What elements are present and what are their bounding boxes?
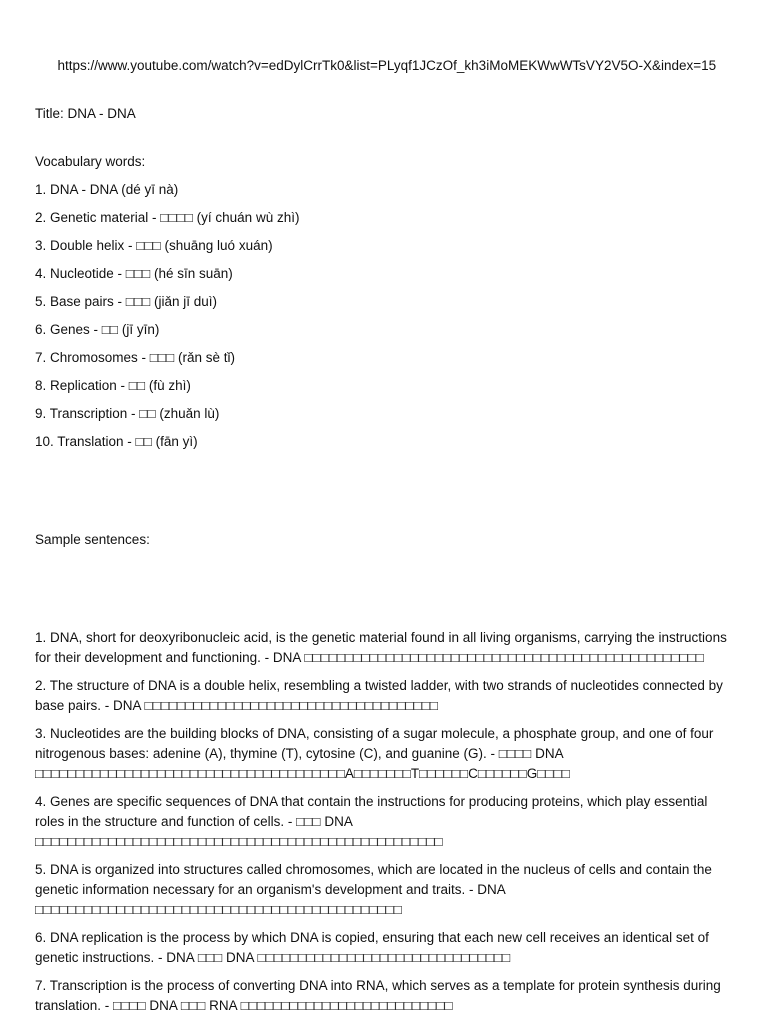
spacer	[35, 132, 735, 152]
sentence-item: 1. DNA, short for deoxyribonucleic acid, is the genetic material found in all living organisms, carrying the instructions for their development and functioning. - DNA □□□□□□□□□□□□□□□□□□□□□□□□□□□□□□□□□□□□□□□□□□□□□□□□□	[35, 630, 731, 665]
sentence-list	[35, 628, 735, 1016]
sentence-item: 5. DNA is organized into structures called chromosomes, which are located in the nucleus of cells and contain the genetic information necessary for an organism's development and traits. - DNA □□□□□□□□□□□□□□□□□□□□□□□□□□□□□□□□□□□□□□□□□□□□□	[35, 862, 716, 917]
document-title: Title: DNA - DNA	[35, 106, 136, 121]
spacer	[35, 460, 735, 530]
document-body	[35, 36, 735, 1024]
sentence-item: 6. DNA replication is the process by which DNA is copied, ensuring that each new cell receives an identical set of genetic instructions. - DNA □□□ DNA □□□□□□□□□□□□□□□□□□□□□□□□□□□□□□□	[35, 930, 713, 965]
sentences-heading: Sample sentences:	[35, 532, 150, 547]
vocab-item: 10. Translation - □□ (fān yì)	[35, 434, 198, 449]
sentence-item: 4. Genes are specific sequences of DNA that contain the instructions for producing proteins, which play essential roles in the structure and function of cells. - □□□ DNA □□□□□□□□□□□□□□□□□□□□□□□□□□□□□□□□□□□□□□□□□□□□□□□□□□	[35, 794, 712, 849]
vocab-heading: Vocabulary words:	[35, 154, 146, 169]
sentence-item: 2. The structure of DNA is a double helix, resembling a twisted ladder, with two strands of nucleotides connected by base pairs. - DNA □□□□□□□□□□□□□□□□□□□□□□□□□□□□□□□□□□□□	[35, 678, 727, 713]
vocab-item: 4. Nucleotide - □□□ (hé sīn suān)	[35, 266, 233, 281]
vocab-item: 8. Replication - □□ (fù zhì)	[35, 378, 191, 393]
vocab-list	[35, 180, 735, 452]
sentence-item: 7. Transcription is the process of converting DNA into RNA, which serves as a template for protein synthesis during translation. - □□□□ DNA □□□ RNA □□□□□□□□□□□□□□□□□□□□□□□□□□	[35, 978, 725, 1013]
vocab-item: 2. Genetic material - □□□□ (yí chuán wù zhì)	[35, 210, 300, 225]
vocab-item: 5. Base pairs - □□□ (jiǎn jī duì)	[35, 294, 218, 309]
video-url-link[interactable]: https://www.youtube.com/watch?v=edDylCrrTk0&list=PLyqf1JCzOf_kh3iMoMEKWwWTsVY2V5O-X&index=15	[57, 58, 717, 73]
vocab-item: 7. Chromosomes - □□□ (rǎn sè tǐ)	[35, 350, 236, 365]
vocab-item: 9. Transcription - □□ (zhuǎn lù)	[35, 406, 220, 421]
spacer	[35, 558, 735, 628]
vocab-item: 6. Genes - □□ (jī yīn)	[35, 322, 160, 337]
video-url[interactable]	[35, 36, 735, 96]
vocab-item: 3. Double helix - □□□ (shuāng luó xuán)	[35, 238, 273, 253]
vocab-item: 1. DNA - DNA (dé yī nà)	[35, 182, 179, 197]
sentence-item: 3. Nucleotides are the building blocks of DNA, consisting of a sugar molecule, a phosphate group, and one of four nitrogenous bases: adenine (A), thymine (T), cytosine (C), and guanine (G). - □□□□ DNA □□□□□□□□□□□□□□□□□□□□□□□□□□□□□□□□□□□□□□A□□□□□□□T□□□□□□C□□□□□□G□□□□	[35, 726, 718, 781]
